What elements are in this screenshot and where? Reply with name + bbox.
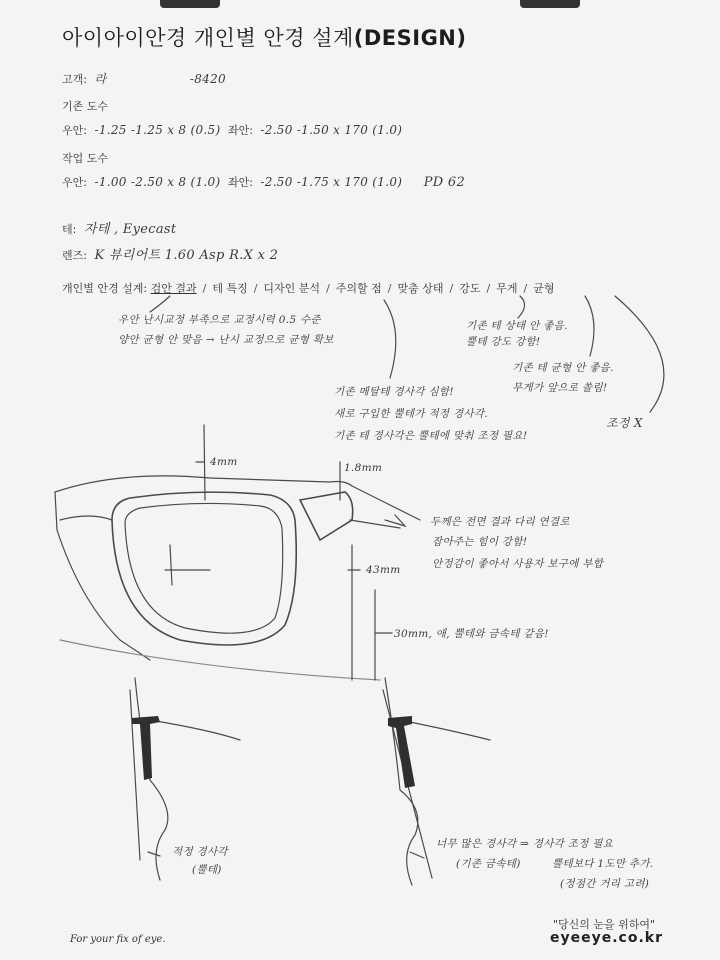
note-right-face-2: (기존 금속테): [456, 858, 521, 870]
topic-fit: 맞춤 상태: [397, 282, 444, 295]
note-temple-3: 안정감이 좋아서 사용자 보구에 부합: [432, 558, 604, 570]
footer-tagline: For your fix of eye.: [70, 934, 166, 945]
note-temple-1: 두께은 전면 결과 다리 연결로: [430, 516, 570, 528]
right-lens-inner: [125, 503, 283, 633]
topic-balance: 균형: [533, 282, 555, 295]
title-main: 아이아이안경 개인별 안경 설계: [62, 26, 354, 50]
work-rx-left-value: -2.50 -1.75 x 170 (1.0): [260, 175, 403, 189]
footer-website: eyeeye.co.kr: [550, 930, 664, 946]
dim-30-label: 30mm, 애, 뿔테와 금속테 같음!: [394, 628, 549, 640]
left-brow-line: [150, 720, 240, 740]
note-right-face-1: 너무 많은 경사각 ⇒ 경사각 조정 필요: [436, 838, 614, 850]
right-face-arrow: [410, 852, 424, 858]
base-rx-left-value: -2.50 -1.50 x 170 (1.0): [260, 123, 403, 137]
note-strength-1: 기존 테 상태 안 좋음.: [466, 320, 568, 332]
footer-slogan: "당신의 눈을 위하여": [553, 918, 656, 931]
work-rx-pd: PD 62: [423, 175, 466, 190]
left-frame-cross-section: [132, 716, 160, 780]
note-exam-2: 양안 균형 안 맞음 → 난시 교정으로 균형 확보: [118, 334, 334, 346]
note-balance-2: 무게가 앞으로 쏠림!: [512, 382, 608, 394]
note-line-weight: [585, 296, 594, 356]
dim-temple-label: 1.8mm: [344, 462, 383, 474]
base-rx-label: 기존 도수: [62, 100, 109, 113]
frame-lower-line: [60, 640, 380, 680]
topic-design-analysis: 디자인 분석: [263, 282, 321, 295]
lens-value: K 뷰리어트 1.60 Asp R.X x 2: [94, 248, 279, 263]
note-line-caution: [384, 300, 396, 378]
design-label: 개인별 안경 설계:: [62, 282, 148, 295]
note-line-strength: [518, 296, 525, 318]
right-lens-outline: [112, 492, 296, 645]
bridge-line: [60, 516, 112, 520]
note-exam-1: 우안 난시교정 부족으로 교정시력 0.5 수준: [118, 314, 321, 326]
customer-name: 라: [94, 72, 107, 86]
base-rx-left-label: 좌안:: [227, 124, 253, 137]
work-rx-label: 작업 도수: [62, 152, 109, 165]
left-face-arrow: [148, 852, 160, 856]
topic-weight: 무게: [496, 282, 518, 295]
note-left-face-1: 적정 경사각: [172, 846, 228, 858]
lens-label: 렌즈:: [62, 249, 87, 262]
right-frame-cross-section: [388, 716, 415, 788]
work-rx-right-value: -1.00 -2.50 x 8 (1.0): [94, 175, 221, 189]
note-right-face-3: 뿔테보다 1도만 추가.: [552, 858, 654, 870]
lens-mark-vertical: [170, 545, 172, 585]
note-balance-1: 기존 테 균형 안 좋음.: [512, 362, 614, 374]
customer-phone: -8420: [189, 72, 226, 86]
note-left-face-2: (뿔테): [192, 864, 222, 876]
temple-note-arrow: [385, 515, 405, 526]
topic-frame-feature: 테 특징: [212, 282, 248, 295]
work-rx-right-label: 우안:: [62, 176, 87, 189]
title-design: (DESIGN): [353, 26, 467, 50]
frame-value: 자테 , Eyecast: [83, 222, 177, 237]
design-topics: 개인별 안경 설계: 검안 결과 / 테 특징 / 디자인 분석 / 주의할 점 / 맞춤 상태 / 강도 / 무게 / 균형: [62, 282, 555, 295]
frame-label: 테:: [62, 223, 77, 236]
left-tilt-line: [130, 690, 140, 860]
hinge-block: [300, 492, 353, 540]
note-caution-2: 새로 구입한 뿔테가 적정 경사각.: [334, 408, 488, 420]
note-temple-2: 잡아주는 힘이 강함!: [432, 536, 528, 548]
base-rx-right-label: 우안:: [62, 124, 87, 137]
work-rx-left-label: 좌안:: [227, 176, 253, 189]
right-brow-line: [400, 720, 490, 740]
note-strength-2: 뿔테 강도 강함!: [466, 336, 541, 348]
topic-caution: 주의할 점: [335, 282, 382, 295]
note-right-face-4: (정점간 거리 고려): [560, 878, 650, 890]
dim-front-label: 4mm: [210, 456, 238, 468]
customer-label: 고객:: [62, 73, 87, 86]
note-line-exam: [150, 296, 170, 312]
dim-43-label: 43mm: [366, 564, 401, 576]
note-line-balance: [615, 296, 664, 412]
note-weight: 조정 X: [606, 416, 643, 430]
note-caution-1: 기존 메탈테 경사각 심함!: [334, 386, 454, 398]
temple-arm: [350, 486, 420, 528]
frame-top-edge: [55, 476, 352, 492]
topic-exam: 검안 결과: [150, 282, 197, 295]
note-caution-3: 기존 테 경사각은 뿔테에 맞춰 조정 필요!: [334, 430, 528, 442]
base-rx-right-value: -1.25 -1.25 x 8 (0.5): [94, 123, 221, 137]
topic-strength: 강도: [459, 282, 481, 295]
